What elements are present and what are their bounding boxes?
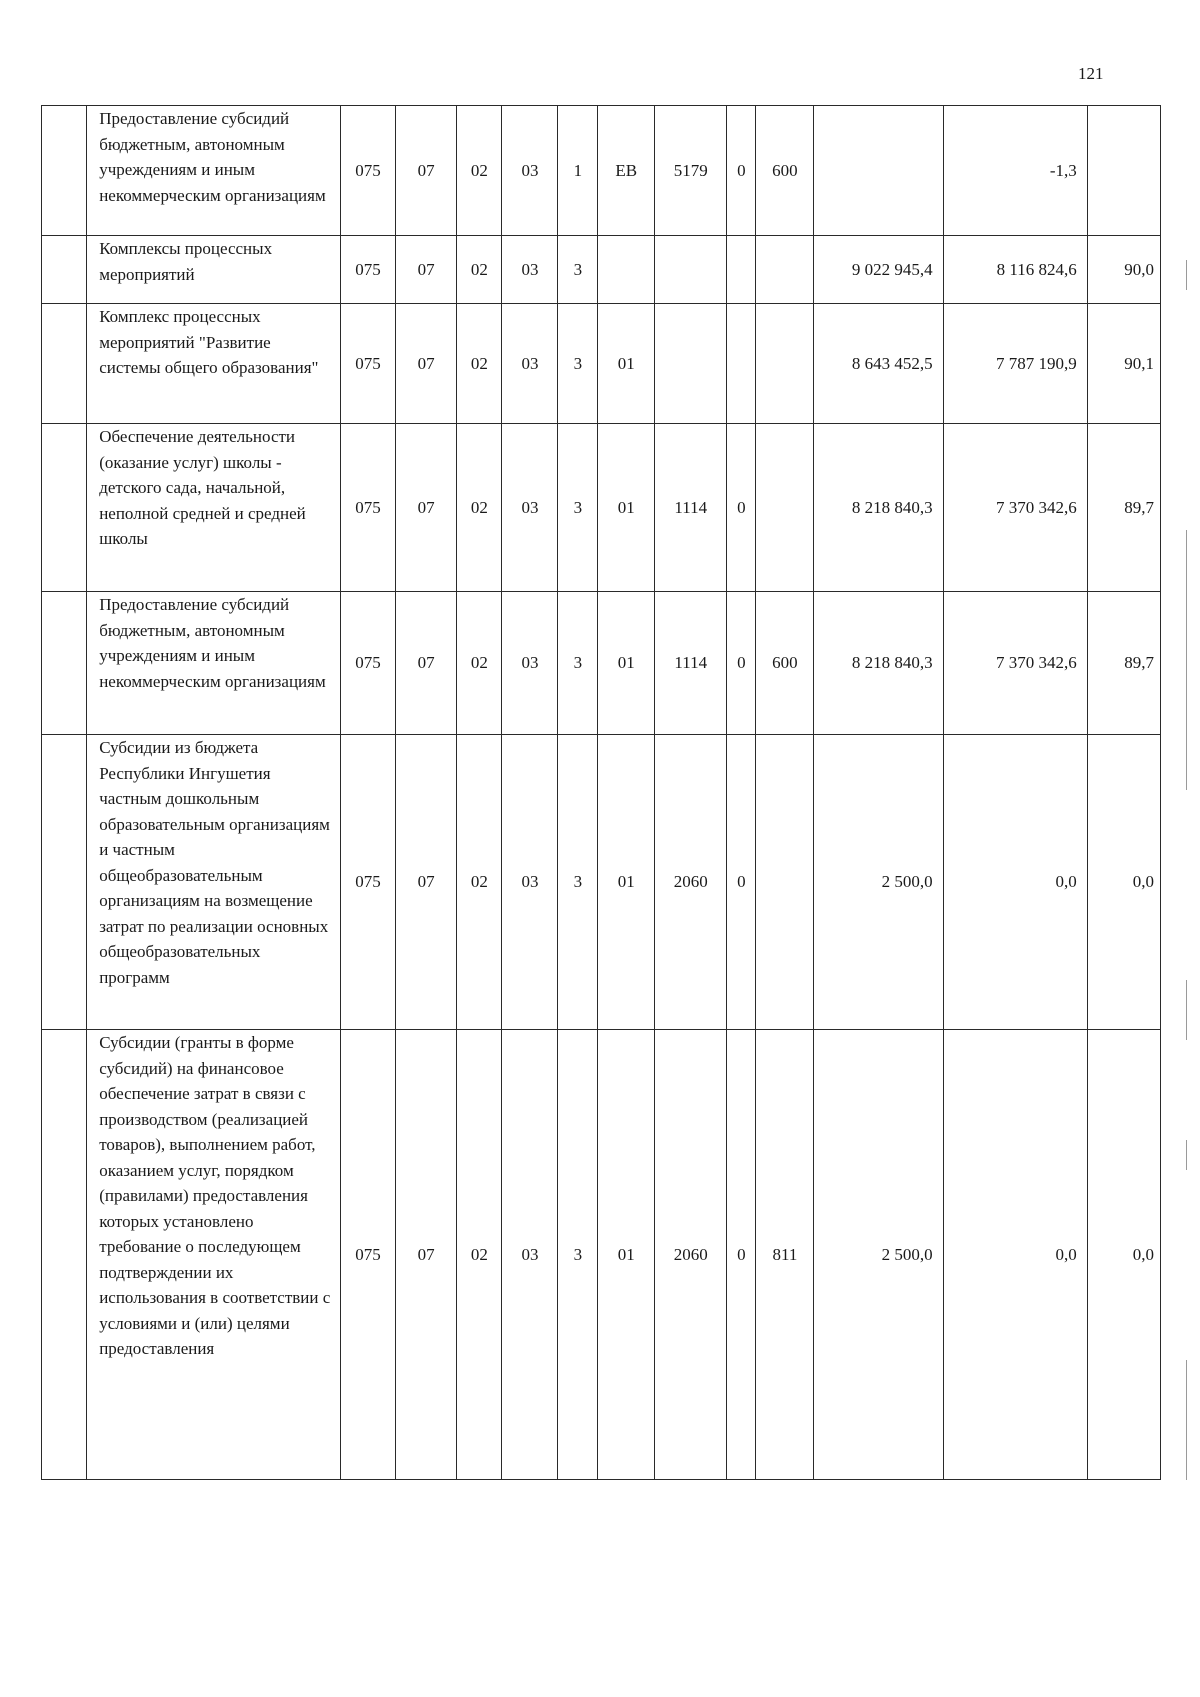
row-name: Обеспечение деятельности (оказание услуг) школы - детского сада, начальной, неполной средней и средней школы xyxy=(87,424,341,592)
code-section: 07 xyxy=(395,592,456,735)
code-direction: 2060 xyxy=(655,1030,727,1480)
table-row xyxy=(42,735,1161,1030)
code-gov: 075 xyxy=(341,106,396,236)
code-direction: 1114 xyxy=(655,592,727,735)
fact-amount: 0,0 xyxy=(943,735,1087,1030)
table-row xyxy=(42,1030,1161,1480)
code-section: 07 xyxy=(395,1030,456,1480)
plan-amount: 9 022 945,4 xyxy=(814,236,943,304)
table-row xyxy=(42,304,1161,424)
code-subsection: 02 xyxy=(457,304,502,424)
code-gov: 075 xyxy=(341,592,396,735)
code-gov: 075 xyxy=(341,236,396,304)
code-section: 07 xyxy=(395,735,456,1030)
code-gov: 075 xyxy=(341,424,396,592)
code-program: 03 xyxy=(502,236,558,304)
code-gov: 075 xyxy=(341,1030,396,1480)
code-program: 03 xyxy=(502,424,558,592)
scan-margin-marks xyxy=(1186,260,1187,1490)
code-sub: 0 xyxy=(727,106,756,236)
code-program: 03 xyxy=(502,592,558,735)
code-structure: 01 xyxy=(598,304,655,424)
code-structure: 01 xyxy=(598,735,655,1030)
code-program: 03 xyxy=(502,106,558,236)
code-section: 07 xyxy=(395,304,456,424)
percent-executed: 90,1 xyxy=(1087,304,1160,424)
code-type: 3 xyxy=(558,592,598,735)
plan-amount: 8 218 840,3 xyxy=(814,424,943,592)
code-structure: 01 xyxy=(598,592,655,735)
plan-amount: 8 643 452,5 xyxy=(814,304,943,424)
row-name: Предоставление субсидий бюджетным, автономным учреждениям и иным некоммерческим организациям xyxy=(87,592,341,735)
fact-amount: -1,3 xyxy=(943,106,1087,236)
row-number-cell xyxy=(42,1030,87,1480)
page-number: 121 xyxy=(1078,64,1104,83)
fact-amount: 7 787 190,9 xyxy=(943,304,1087,424)
row-number-cell xyxy=(42,304,87,424)
code-section: 07 xyxy=(395,106,456,236)
row-number-cell xyxy=(42,106,87,236)
plan-amount: 8 218 840,3 xyxy=(814,592,943,735)
code-subsection: 02 xyxy=(457,1030,502,1480)
code-direction: 1114 xyxy=(655,424,727,592)
plan-amount: 2 500,0 xyxy=(814,1030,943,1480)
scan-mark xyxy=(1186,530,1187,790)
code-expense-type: 811 xyxy=(756,1030,814,1480)
code-sub: 0 xyxy=(727,424,756,592)
row-name: Предоставление субсидий бюджетным, автономным учреждениям и иным некоммерческим организациям xyxy=(87,106,341,236)
percent-executed: 90,0 xyxy=(1087,236,1160,304)
code-structure: 01 xyxy=(598,1030,655,1480)
code-sub xyxy=(727,304,756,424)
code-type: 3 xyxy=(558,304,598,424)
code-direction: 5179 xyxy=(655,106,727,236)
code-direction xyxy=(655,236,727,304)
code-expense-type xyxy=(756,236,814,304)
code-gov: 075 xyxy=(341,735,396,1030)
code-sub: 0 xyxy=(727,735,756,1030)
code-subsection: 02 xyxy=(457,735,502,1030)
code-program: 03 xyxy=(502,735,558,1030)
percent-executed: 89,7 xyxy=(1087,424,1160,592)
code-subsection: 02 xyxy=(457,236,502,304)
scan-mark xyxy=(1186,260,1187,290)
plan-amount: 2 500,0 xyxy=(814,735,943,1030)
percent-executed: 0,0 xyxy=(1087,1030,1160,1480)
code-expense-type: 600 xyxy=(756,592,814,735)
row-number-cell xyxy=(42,424,87,592)
row-number-cell xyxy=(42,592,87,735)
code-structure: 01 xyxy=(598,424,655,592)
code-expense-type xyxy=(756,304,814,424)
code-expense-type: 600 xyxy=(756,106,814,236)
code-type: 3 xyxy=(558,236,598,304)
table-row xyxy=(42,424,1161,592)
scan-mark xyxy=(1186,980,1187,1040)
fact-amount: 7 370 342,6 xyxy=(943,592,1087,735)
code-subsection: 02 xyxy=(457,424,502,592)
code-gov: 075 xyxy=(341,304,396,424)
code-program: 03 xyxy=(502,304,558,424)
code-type: 3 xyxy=(558,424,598,592)
code-section: 07 xyxy=(395,424,456,592)
row-name: Субсидии из бюджета Республики Ингушетия частным дошкольным образовательным организациям и частным общеобразовательным организациям на возмещение затрат по реализации основных общеобразовательных программ xyxy=(87,735,341,1030)
code-direction: 2060 xyxy=(655,735,727,1030)
table-row xyxy=(42,106,1161,236)
code-subsection: 02 xyxy=(457,592,502,735)
code-type: 3 xyxy=(558,1030,598,1480)
table-row xyxy=(42,592,1161,735)
row-name: Субсидии (гранты в форме субсидий) на финансовое обеспечение затрат в связи с производством (реализацией товаров), выполнением работ, оказанием услуг, порядком (правилами) предоставления которых установлено требование о последующем подтверждении их использования в соответствии с условиями и (или) целями предоставления xyxy=(87,1030,341,1480)
table-row xyxy=(42,236,1161,304)
plan-amount xyxy=(814,106,943,236)
code-structure xyxy=(598,236,655,304)
code-structure: ЕВ xyxy=(598,106,655,236)
scan-mark xyxy=(1186,1140,1187,1170)
code-expense-type xyxy=(756,735,814,1030)
row-number-cell xyxy=(42,236,87,304)
row-name: Комплексы процессных мероприятий xyxy=(87,236,341,304)
code-direction xyxy=(655,304,727,424)
fact-amount: 0,0 xyxy=(943,1030,1087,1480)
percent-executed xyxy=(1087,106,1160,236)
fact-amount: 7 370 342,6 xyxy=(943,424,1087,592)
code-subsection: 02 xyxy=(457,106,502,236)
code-sub xyxy=(727,236,756,304)
code-type: 3 xyxy=(558,735,598,1030)
code-sub: 0 xyxy=(727,592,756,735)
code-program: 03 xyxy=(502,1030,558,1480)
code-expense-type xyxy=(756,424,814,592)
row-number-cell xyxy=(42,735,87,1030)
percent-executed: 89,7 xyxy=(1087,592,1160,735)
code-sub: 0 xyxy=(727,1030,756,1480)
code-section: 07 xyxy=(395,236,456,304)
scan-mark xyxy=(1186,1360,1187,1480)
code-type: 1 xyxy=(558,106,598,236)
fact-amount: 8 116 824,6 xyxy=(943,236,1087,304)
percent-executed: 0,0 xyxy=(1087,735,1160,1030)
budget-table xyxy=(41,105,1161,1480)
row-name: Комплекс процессных мероприятий "Развитие системы общего образования" xyxy=(87,304,341,424)
